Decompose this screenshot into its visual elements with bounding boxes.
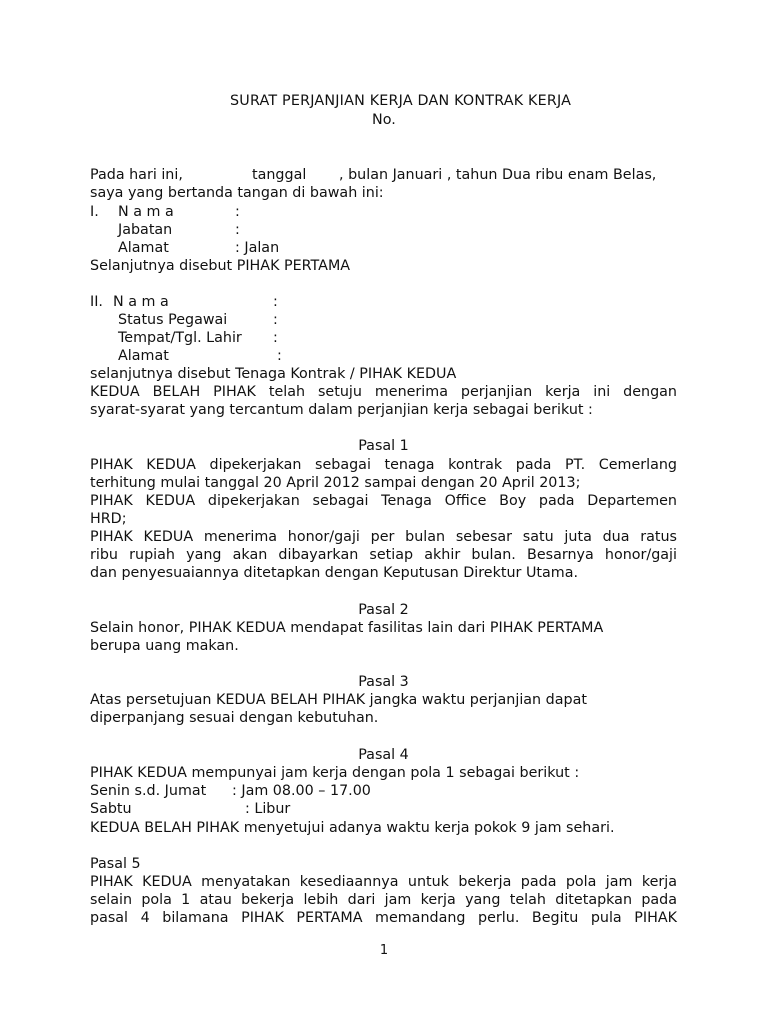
party2-ttl-colon: : <box>273 330 278 346</box>
page-number: 1 <box>379 943 389 958</box>
pasal1-line-7: dan penyesuaiannya ditetapkan dengan Keputusan Direktur Utama. <box>90 565 579 581</box>
pasal4-row2-day: Sabtu <box>90 801 132 817</box>
party1-nama-label: N a m a <box>118 204 174 220</box>
party1-jabatan-label: Jabatan <box>118 222 173 238</box>
pasal4-closing: KEDUA BELAH PIHAK menyetujui adanya waktu kerja pokok 9 jam sehari. <box>90 820 615 836</box>
agreement-line-2: syarat-syarat yang tercantum dalam perjanjian kerja sebagai berikut : <box>90 402 593 418</box>
party2-designation: selanjutnya disebut Tenaga Kontrak / PIHAK KEDUA <box>90 366 457 382</box>
opening-day: Pada hari ini, <box>90 167 183 183</box>
party1-roman: I. <box>90 204 99 220</box>
party2-ttl-label: Tempat/Tgl. Lahir <box>118 330 242 346</box>
pasal5-line-1: PIHAK KEDUA menyatakan kesediaannya untuk bekerja pada pola jam kerja <box>90 874 677 890</box>
pasal1-line-6: ribu rupiah yang akan dibayarkan setiap akhir bulan. Besarnya honor/gaji <box>90 547 677 563</box>
party2-status-label: Status Pegawai <box>118 312 228 328</box>
pasal2-line-2: berupa uang makan. <box>90 638 239 654</box>
party2-nama-label: N a m a <box>113 294 169 310</box>
pasal3-line-2: diperpanjang sesuai dengan kebutuhan. <box>90 710 379 726</box>
pasal4-row1-day: Senin s.d. Jumat <box>90 783 207 799</box>
opening-date-label: tanggal <box>252 167 307 183</box>
party2-nama-colon: : <box>273 294 278 310</box>
document-title: SURAT PERJANJIAN KERJA DAN KONTRAK KERJA <box>230 93 572 109</box>
party1-designation: Selanjutnya disebut PIHAK PERTAMA <box>90 258 351 274</box>
pasal2-heading: Pasal 2 <box>358 602 409 618</box>
pasal4-row1-value: : Jam 08.00 – 17.00 <box>232 783 371 799</box>
pasal4-heading: Pasal 4 <box>358 747 409 763</box>
pasal1-line-3: PIHAK KEDUA dipekerjakan sebagai Tenaga Office Boy pada Departemen <box>90 493 677 509</box>
pasal1-line-4: HRD; <box>90 511 127 527</box>
pasal5-line-2: selain pola 1 atau bekerja lebih dari jam kerja yang telah ditetapkan pada <box>90 892 677 908</box>
party1-jabatan-colon: : <box>235 222 240 238</box>
pasal4-intro: PIHAK KEDUA mempunyai jam kerja dengan pola 1 sebagai berikut : <box>90 765 580 781</box>
party1-alamat-value: : Jalan <box>235 240 280 256</box>
pasal2-line-1: Selain honor, PIHAK KEDUA mendapat fasilitas lain dari PIHAK PERTAMA <box>90 620 604 636</box>
pasal3-line-1: Atas persetujuan KEDUA BELAH PIHAK jangka waktu perjanjian dapat <box>90 692 587 708</box>
party2-roman: II. <box>90 294 103 310</box>
opening-month-year: , bulan Januari , tahun Dua ribu enam Belas, <box>339 167 657 183</box>
opening-line2: saya yang bertanda tangan di bawah ini: <box>90 185 384 201</box>
pasal1-line-2: terhitung mulai tanggal 20 April 2012 sampai dengan 20 April 2013; <box>90 475 581 491</box>
party2-alamat-label: Alamat <box>118 348 169 364</box>
party2-alamat-colon: : <box>277 348 282 364</box>
pasal1-line-1: PIHAK KEDUA dipekerjakan sebagai tenaga kontrak pada PT. Cemerlang <box>90 457 677 473</box>
party1-alamat-label: Alamat <box>118 240 169 256</box>
pasal5-line-3: pasal 4 bilamana PIHAK PERTAMA memandang perlu. Begitu pula PIHAK <box>90 910 677 926</box>
document-number-label: No. <box>372 112 396 128</box>
pasal5-heading: Pasal 5 <box>90 856 141 872</box>
pasal3-heading: Pasal 3 <box>358 674 409 690</box>
party1-nama-colon: : <box>235 204 240 220</box>
agreement-line-1: KEDUA BELAH PIHAK telah setuju menerima perjanjian kerja ini dengan <box>90 384 677 400</box>
pasal1-line-5: PIHAK KEDUA menerima honor/gaji per bulan sebesar satu juta dua ratus <box>90 529 677 545</box>
party2-status-colon: : <box>273 312 278 328</box>
pasal1-heading: Pasal 1 <box>358 438 409 454</box>
pasal4-row2-value: : Libur <box>245 801 291 817</box>
